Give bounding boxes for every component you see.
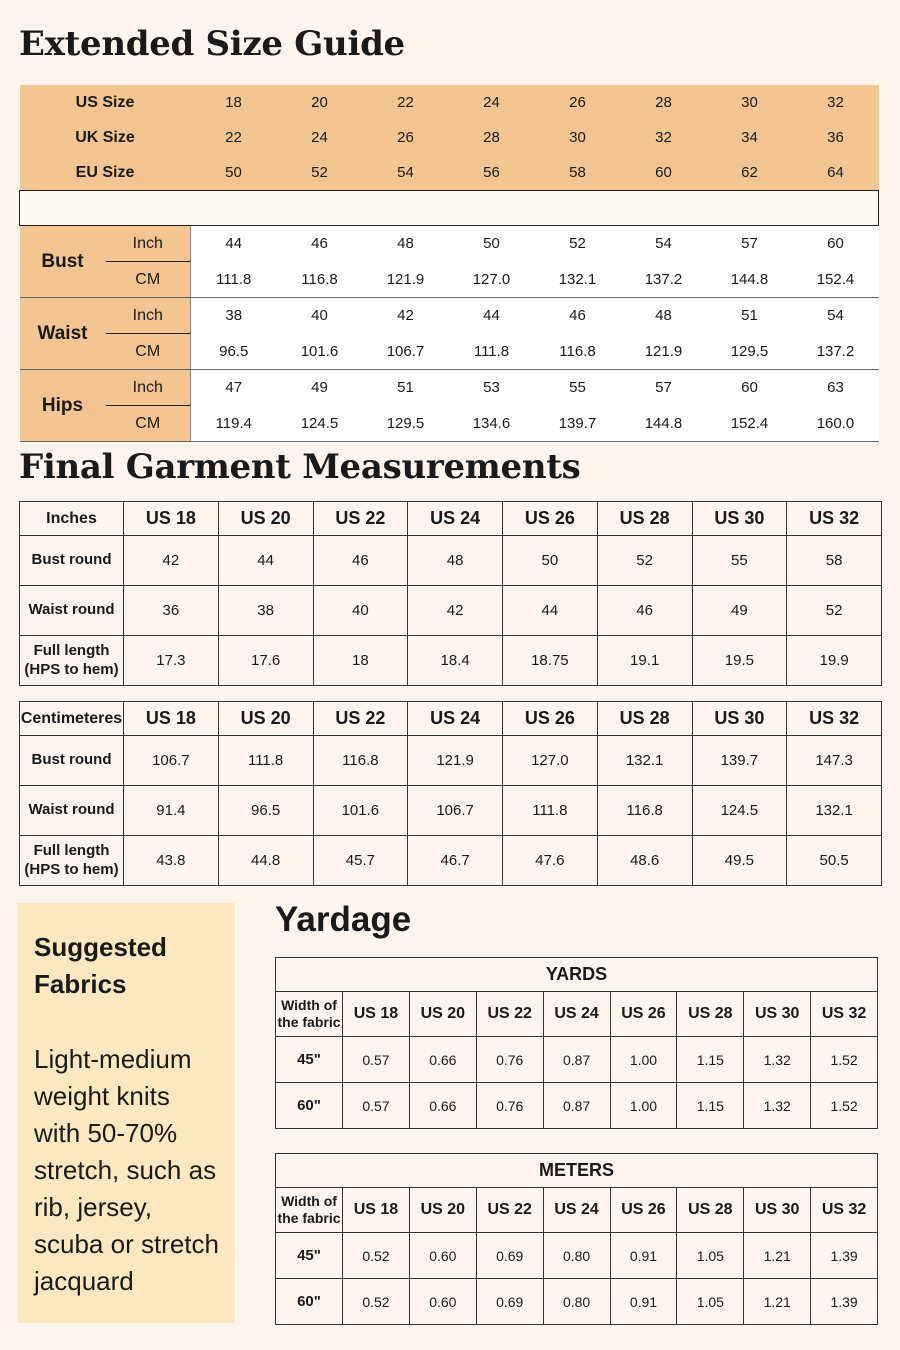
measurement-row [20,370,879,406]
unit-label: CM [106,406,191,442]
yardage-value: 1.00 [610,1083,677,1129]
size-value: 56 [449,155,535,191]
size-header: US 32 [787,502,882,536]
measurement-value: 144.8 [621,406,707,442]
yardage-value: 0.66 [409,1037,476,1083]
row-label-line1: Full length [33,841,110,859]
measurement-name: Waist [20,298,106,370]
measurement-value: 134.6 [449,406,535,442]
size-header: US 18 [343,992,410,1037]
size-value: 20 [277,85,363,120]
measurement-row [20,406,879,442]
measurement-value: 50.5 [787,836,882,886]
measurement-value: 54 [793,298,879,334]
fabrics-title [34,929,223,1003]
measurement-value: 51 [363,370,449,406]
measurement-value: 106.7 [363,334,449,370]
measurement-value: 46 [597,586,692,636]
size-header: US 20 [409,1188,476,1233]
size-value: 24 [277,120,363,155]
measurement-value: 45.7 [313,836,408,886]
measurement-value: 19.5 [692,636,787,686]
table-title-row [276,1154,878,1188]
size-header: US 26 [610,1188,677,1233]
size-value: 62 [707,155,793,191]
measurement-value: 106.7 [408,786,503,836]
corner-label-line1: Width of [281,1192,337,1209]
measurement-value: 106.7 [124,736,219,786]
measurement-value: 111.8 [449,334,535,370]
measurement-value: 19.1 [597,636,692,686]
size-value: 28 [449,120,535,155]
size-header: US 26 [503,502,598,536]
measurement-row [20,298,879,334]
measurement-value: 44 [503,586,598,636]
size-header: US 24 [408,702,503,736]
size-value: 26 [535,85,621,120]
measurement-value: 101.6 [277,334,363,370]
yardage-value: 0.57 [343,1083,410,1129]
measurement-value: 18 [313,636,408,686]
row-label: Waist round [20,586,124,636]
size-header: US 30 [744,1188,811,1233]
yardage-title: Yardage [275,900,412,939]
size-header: US 24 [543,992,610,1037]
row-label-line1: Full length [33,641,110,659]
yardage-value: 1.05 [677,1279,744,1325]
corner-label: Inches [20,502,124,536]
size-value: 32 [793,85,879,120]
size-value: 50 [191,155,277,191]
fabrics-text: Light-medium weight knits with 50-70% stretch, such as rib, jersey, scuba or stretch jacquard [34,1044,219,1296]
measurement-value: 44 [449,298,535,334]
measurement-value: 51 [707,298,793,334]
measurement-value: 49 [692,586,787,636]
measurement-value: 116.8 [313,736,408,786]
size-value: 34 [707,120,793,155]
measurement-value: 46 [535,298,621,334]
measurement-value: 18.75 [503,636,598,686]
table-title-row [276,958,878,992]
measurement-value: 124.5 [277,406,363,442]
meters-title: METERS [276,1154,878,1188]
size-value: 54 [363,155,449,191]
size-header: US 32 [787,702,882,736]
unit-label: Inch [106,298,191,334]
measurement-value: 116.8 [535,334,621,370]
measurement-value: 19.9 [787,636,882,686]
measurement-value: 127.0 [503,736,598,786]
size-header: US 28 [677,1188,744,1233]
yardage-value: 0.76 [476,1037,543,1083]
size-value: 32 [621,120,707,155]
size-header: US 32 [811,992,878,1037]
measurement-value: 55 [692,536,787,586]
size-header-row [20,85,879,120]
data-row [20,636,882,686]
fabrics-title-line1: Suggested [34,932,167,962]
yardage-value: 0.66 [409,1083,476,1129]
size-value: 58 [535,155,621,191]
garment-inches-table [19,501,882,686]
row-label: 60" [276,1083,343,1129]
data-row [276,1083,878,1129]
size-header: US 24 [408,502,503,536]
size-header: US 24 [543,1188,610,1233]
size-value: 64 [793,155,879,191]
size-header: US 28 [677,992,744,1037]
yardage-value: 0.80 [543,1279,610,1325]
measurement-value: 40 [277,298,363,334]
measurement-value: 44.8 [218,836,313,886]
corner-label-line1: Width of [281,996,337,1013]
size-label: EU Size [20,155,191,191]
measurement-value: 60 [793,226,879,262]
size-value: 24 [449,85,535,120]
measurement-value: 152.4 [707,406,793,442]
size-header: US 30 [744,992,811,1037]
garment-title: Final Garment Measurements [19,447,581,487]
measurement-value: 91.4 [124,786,219,836]
size-header: US 20 [409,992,476,1037]
yardage-value: 0.87 [543,1037,610,1083]
corner-label: Centimeteres [20,702,124,736]
row-label: Waist round [20,786,124,836]
size-header: US 30 [692,502,787,536]
row-label [20,636,124,686]
size-header: US 28 [597,702,692,736]
measurement-value: 58 [787,536,882,586]
size-value: 60 [621,155,707,191]
header-row [20,702,882,736]
measurement-value: 147.3 [787,736,882,786]
data-row [20,586,882,636]
size-value: 30 [707,85,793,120]
size-value: 36 [793,120,879,155]
size-label: UK Size [20,120,191,155]
size-value: 18 [191,85,277,120]
unit-label: Inch [106,226,191,262]
measurement-value: 52 [535,226,621,262]
measurement-value: 44 [218,536,313,586]
header-row [20,502,882,536]
measurement-value: 18.4 [408,636,503,686]
measurement-name: Bust [20,226,106,298]
data-row [276,1233,878,1279]
yardage-value: 0.80 [543,1233,610,1279]
yardage-value: 1.05 [677,1233,744,1279]
yardage-value: 1.00 [610,1037,677,1083]
measurement-value: 101.6 [313,786,408,836]
measurement-value: 48 [363,226,449,262]
size-value: 22 [363,85,449,120]
corner-label [276,1188,343,1233]
measurement-row [20,262,879,298]
measurement-value: 46.7 [408,836,503,886]
yardage-value: 1.52 [811,1037,878,1083]
measurement-value: 48 [408,536,503,586]
spacer-cell [20,191,879,226]
measurement-value: 36 [124,586,219,636]
yardage-value: 0.60 [409,1233,476,1279]
yardage-value: 0.60 [409,1279,476,1325]
row-label [20,836,124,886]
measurement-value: 121.9 [363,262,449,298]
yardage-value: 0.76 [476,1083,543,1129]
size-header: US 18 [343,1188,410,1233]
unit-label: CM [106,262,191,298]
measurement-value: 54 [621,226,707,262]
measurement-value: 111.8 [503,786,598,836]
size-header-row [20,120,879,155]
measurement-value: 129.5 [363,406,449,442]
measurement-value: 144.8 [707,262,793,298]
measurement-name: Hips [20,370,106,442]
corner-label-line2: the fabric [277,1210,341,1226]
measurement-value: 121.9 [621,334,707,370]
size-header-row [20,155,879,191]
header-row [276,1188,878,1233]
measurement-value: 152.4 [793,262,879,298]
measurement-value: 40 [313,586,408,636]
measurement-value: 160.0 [793,406,879,442]
row-label: Bust round [20,736,124,786]
measurement-value: 17.6 [218,636,313,686]
yardage-value: 0.52 [343,1233,410,1279]
measurement-value: 44 [191,226,277,262]
measurement-value: 49 [277,370,363,406]
measurement-value: 132.1 [597,736,692,786]
row-label-line2: (HPS to hem) [24,860,119,878]
measurement-value: 116.8 [597,786,692,836]
measurement-value: 63 [793,370,879,406]
measurement-value: 121.9 [408,736,503,786]
size-guide-title: Extended Size Guide [19,24,405,64]
measurement-value: 127.0 [449,262,535,298]
yardage-value: 1.32 [744,1037,811,1083]
size-header: US 18 [124,502,219,536]
measurement-value: 43.8 [124,836,219,886]
measurement-value: 47.6 [503,836,598,886]
measurement-value: 47 [191,370,277,406]
yardage-value: 1.52 [811,1083,878,1129]
measurement-value: 38 [218,586,313,636]
data-row [20,786,882,836]
yardage-value: 0.87 [543,1083,610,1129]
measurement-value: 50 [449,226,535,262]
measurement-row [20,334,879,370]
yardage-value: 1.39 [811,1279,878,1325]
row-label: 45" [276,1037,343,1083]
yardage-value: 0.52 [343,1279,410,1325]
size-value: 28 [621,85,707,120]
measurement-value: 132.1 [787,786,882,836]
header-row [276,992,878,1037]
size-header: US 22 [476,1188,543,1233]
measurement-value: 116.8 [277,262,363,298]
row-label: 45" [276,1233,343,1279]
size-value: 52 [277,155,363,191]
measurement-value: 52 [597,536,692,586]
measurement-value: 129.5 [707,334,793,370]
row-label-line2: (HPS to hem) [24,660,119,678]
yardage-value: 0.69 [476,1279,543,1325]
measurement-value: 124.5 [692,786,787,836]
size-header: US 28 [597,502,692,536]
measurement-value: 96.5 [191,334,277,370]
measurement-value: 137.2 [621,262,707,298]
size-header: US 32 [811,1188,878,1233]
yardage-value: 0.57 [343,1037,410,1083]
measurement-value: 50 [503,536,598,586]
size-header: US 26 [503,702,598,736]
yardage-value: 1.21 [744,1233,811,1279]
size-header: US 20 [218,502,313,536]
yardage-value: 1.32 [744,1083,811,1129]
measurement-value: 111.8 [191,262,277,298]
data-row [20,736,882,786]
size-header: US 20 [218,702,313,736]
measurement-value: 139.7 [692,736,787,786]
yardage-value: 0.91 [610,1279,677,1325]
measurement-value: 38 [191,298,277,334]
measurement-row [20,226,879,262]
measurement-value: 119.4 [191,406,277,442]
measurement-value: 55 [535,370,621,406]
size-value: 30 [535,120,621,155]
measurement-value: 52 [787,586,882,636]
measurement-value: 111.8 [218,736,313,786]
data-row [20,836,882,886]
measurement-value: 57 [621,370,707,406]
corner-label [276,992,343,1037]
measurement-value: 96.5 [218,786,313,836]
measurement-value: 42 [408,586,503,636]
measurement-value: 132.1 [535,262,621,298]
unit-label: Inch [106,370,191,406]
row-label: 60" [276,1279,343,1325]
yardage-value: 0.69 [476,1233,543,1279]
measurement-value: 42 [124,536,219,586]
size-label: US Size [20,85,191,120]
size-value: 26 [363,120,449,155]
data-row [276,1037,878,1083]
unit-label: CM [106,334,191,370]
size-value: 22 [191,120,277,155]
measurement-value: 48.6 [597,836,692,886]
size-header: US 30 [692,702,787,736]
size-header: US 22 [313,702,408,736]
meters-table [275,1153,878,1325]
measurement-value: 137.2 [793,334,879,370]
measurement-value: 17.3 [124,636,219,686]
measurement-value: 48 [621,298,707,334]
size-header: US 22 [476,992,543,1037]
row-label: Bust round [20,536,124,586]
yardage-value: 1.15 [677,1037,744,1083]
measurement-value: 57 [707,226,793,262]
yardage-value: 1.39 [811,1233,878,1279]
size-guide-table [19,85,879,442]
measurement-value: 60 [707,370,793,406]
data-row [276,1279,878,1325]
yards-table [275,957,878,1129]
yardage-value: 1.15 [677,1083,744,1129]
size-header: US 26 [610,992,677,1037]
measurement-value: 46 [277,226,363,262]
measurement-value: 46 [313,536,408,586]
yardage-value: 0.91 [610,1233,677,1279]
measurement-value: 53 [449,370,535,406]
spacer-row [20,191,879,226]
measurement-value: 42 [363,298,449,334]
measurement-value: 139.7 [535,406,621,442]
measurement-value: 49.5 [692,836,787,886]
data-row [20,536,882,586]
size-header: US 18 [124,702,219,736]
fabrics-title-line2: Fabrics [34,969,127,999]
size-header: US 22 [313,502,408,536]
corner-label-line2: the fabric [277,1014,341,1030]
suggested-fabrics-panel [18,903,235,1323]
yardage-value: 1.21 [744,1279,811,1325]
garment-cm-table [19,701,882,886]
yards-title: YARDS [276,958,878,992]
